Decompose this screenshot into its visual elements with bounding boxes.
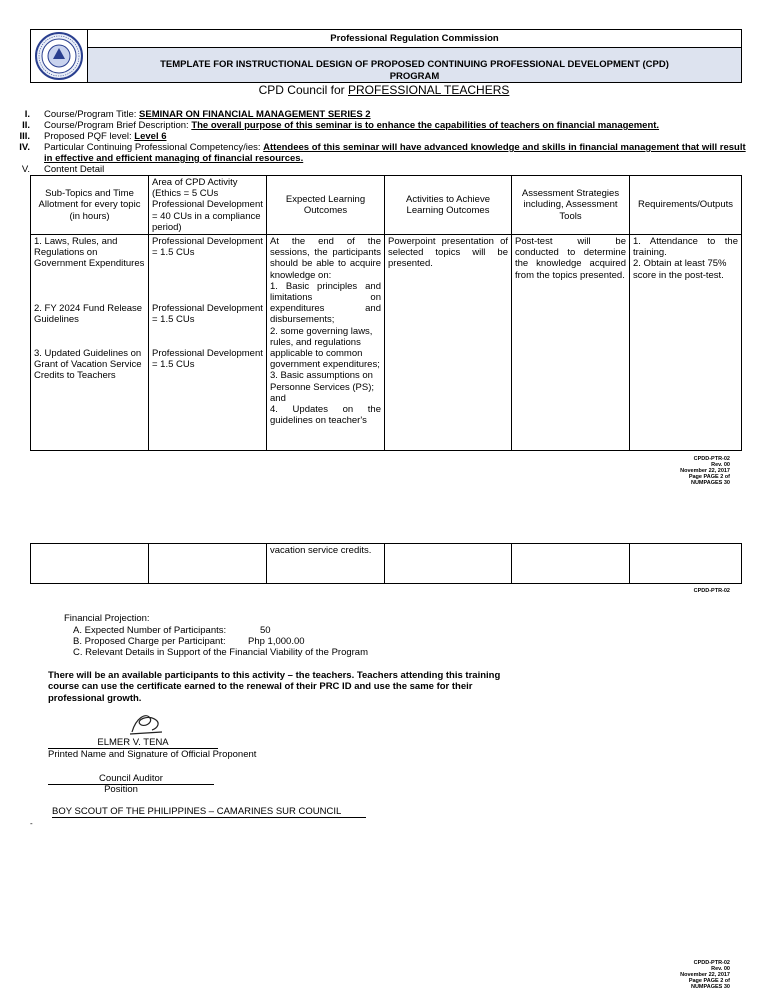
item-label: Course/Program Title: — [44, 109, 140, 120]
requirement-item: 1. Attendance to the training. — [633, 236, 738, 259]
subtopics-cell — [31, 235, 149, 451]
column-header-activities: Activities to Achieve Learning Outcomes — [385, 176, 512, 235]
signature-mark-icon — [126, 708, 166, 740]
footer-rev: Rev. 00 — [711, 462, 730, 468]
financial-label: B. Proposed Charge per Participant: — [73, 636, 226, 647]
page-footer-code — [640, 456, 730, 486]
item-value: The overall purpose of this seminar is to enhance the capabilities of teachers on financial management. — [191, 120, 660, 131]
item-number: IV. — [19, 142, 30, 153]
item-value: Attendees of this seminar will have advanced knowledge and skills in financial management that will result in effective and efficient managing of financial resources. — [44, 142, 746, 164]
subtopic-item: 2. FY 2024 Fund Release Guidelines — [34, 303, 143, 326]
outcomes-intro: At the end of the sessions, the participants should be able to acquire knowledge on: — [270, 236, 381, 281]
footer-date: November 22, 2017 — [680, 972, 730, 978]
table-cell — [630, 544, 742, 584]
financial-item-b — [73, 636, 373, 647]
area-cell — [149, 235, 267, 451]
assessment-cell: Post-test will be conducted to determine the knowledge acquired from the topics presented. — [512, 235, 630, 451]
footer-date: November 22, 2017 — [680, 468, 730, 474]
item-label: Content Detail — [44, 164, 105, 175]
footer-code: CPDD-PTR-02 — [693, 960, 730, 966]
area-item: Professional Development = 1.5 CUs — [152, 236, 263, 259]
column-header-outcomes: Expected Learning Outcomes — [267, 176, 385, 235]
activities-cell: Powerpoint presentation of selected topics will be presented. — [385, 235, 512, 451]
council-prefix: CPD Council for — [258, 83, 348, 97]
item-number: II. — [22, 120, 30, 131]
footer-numpages: NUMPAGES 30 — [690, 984, 730, 990]
outcome-item: 3. Basic assumptions on Personne Services (PS); and — [270, 370, 375, 404]
financial-item-a — [73, 625, 271, 636]
column-header-assessment: Assessment Strategies including, Assessment Tools — [512, 176, 630, 235]
item-number: V. — [21, 164, 30, 175]
item-value: SEMINAR ON FINANCIAL MANAGEMENT SERIES 2 — [139, 109, 371, 120]
footer-rev: Rev. 00 — [711, 966, 730, 972]
item-number: III. — [19, 131, 30, 142]
page-footer-code-short: CPDD-PTR-02 — [693, 588, 730, 594]
item-label: Proposed PQF level: — [44, 131, 135, 142]
requirement-item: 2. Obtain at least 75% score in the post-test. — [633, 258, 727, 281]
table-row — [31, 544, 742, 584]
financial-value: 50 — [260, 625, 271, 636]
financial-label: A. Expected Number of Participants: — [73, 625, 227, 636]
column-header-requirements: Requirements/Outputs — [630, 176, 742, 235]
content-detail-table-continued — [30, 543, 742, 584]
template-title-line2: PROGRAM — [389, 71, 440, 82]
template-title — [88, 48, 741, 82]
council-name: PROFESSIONAL TEACHERS — [348, 83, 510, 97]
item-value: Level 6 — [134, 131, 167, 142]
column-header-area: Area of CPD Activity (Ethics = 5 CUs Professional Development = 40 CUs in a compliance period) — [149, 176, 267, 235]
table-cell — [512, 544, 630, 584]
signatory-name: ELMER V. TENA — [48, 737, 218, 749]
footer-code: CPDD-PTR-02 — [693, 456, 730, 462]
content-detail-table — [30, 175, 742, 451]
stray-mark: - — [30, 819, 33, 828]
column-header-subtopics: Sub-Topics and Time Allotment for every topic (in hours) — [31, 176, 149, 235]
requirements-cell — [630, 235, 742, 451]
table-cell — [385, 544, 512, 584]
table-row — [31, 235, 742, 451]
signatory-name-caption: Printed Name and Signature of Official Proponent — [48, 749, 257, 760]
prc-seal-icon — [31, 30, 87, 82]
viability-statement: There will be an available participants to this activity – the teachers. Teachers attending this training course can use the certificate earned to the renewal of their PRC ID and use the same for their professional growth. — [48, 670, 501, 704]
item-number: I. — [24, 109, 30, 120]
page-footer-code-bottom — [640, 960, 730, 990]
subtopic-item: 3. Updated Guidelines on Grant of Vacation Service Credits to Teachers — [34, 348, 142, 382]
organization-name: Professional Regulation Commission — [88, 30, 741, 48]
financial-value: Php 1,000.00 — [248, 636, 305, 647]
outcome-item: 2. some governing laws, rules, and regulations applicable to common government expenditures; — [270, 325, 380, 371]
outcome-item: 1. Basic principles and limitations on expenditures and disbursements; — [270, 280, 381, 326]
signatory-position-caption: Position — [104, 784, 138, 795]
outcomes-cell — [267, 235, 385, 451]
template-title-line1: TEMPLATE FOR INSTRUCTIONAL DESIGN OF PROPOSED CONTINUING PROFESSIONAL DEVELOPMENT (CPD) — [160, 59, 669, 70]
table-header-row — [31, 176, 742, 235]
area-item: Professional Development = 1.5 CUs — [152, 303, 263, 326]
council-line — [0, 83, 768, 97]
subtopic-item: 1. Laws, Rules, and Regulations on Government Expenditures — [34, 236, 145, 270]
prc-seal-cell — [31, 30, 88, 82]
footer-page: Page PAGE 2 of — [688, 978, 730, 984]
footer-numpages: NUMPAGES 30 — [690, 480, 730, 486]
area-item: Professional Development = 1.5 CUs — [152, 348, 263, 371]
item-label: Course/Program Brief Description: — [44, 120, 192, 131]
financial-projection-title: Financial Projection: — [64, 613, 150, 624]
signatory-position: Council Auditor — [48, 773, 214, 785]
table-cell — [31, 544, 149, 584]
outcomes-continued-cell: vacation service credits. — [267, 544, 385, 584]
table-cell — [149, 544, 267, 584]
footer-page: Page PAGE 2 of — [688, 474, 730, 480]
financial-item-c: C. Relevant Details in Support of the Financial Viability of the Program — [73, 647, 369, 658]
outcome-item: 4. Updates on the guidelines on teacher's — [270, 404, 381, 427]
document-header — [30, 29, 742, 83]
item-label: Particular Continuing Professional Competency/ies: — [44, 142, 264, 153]
signatory-organization: BOY SCOUT OF THE PHILIPPINES – CAMARINES SUR COUNCIL — [52, 806, 366, 818]
